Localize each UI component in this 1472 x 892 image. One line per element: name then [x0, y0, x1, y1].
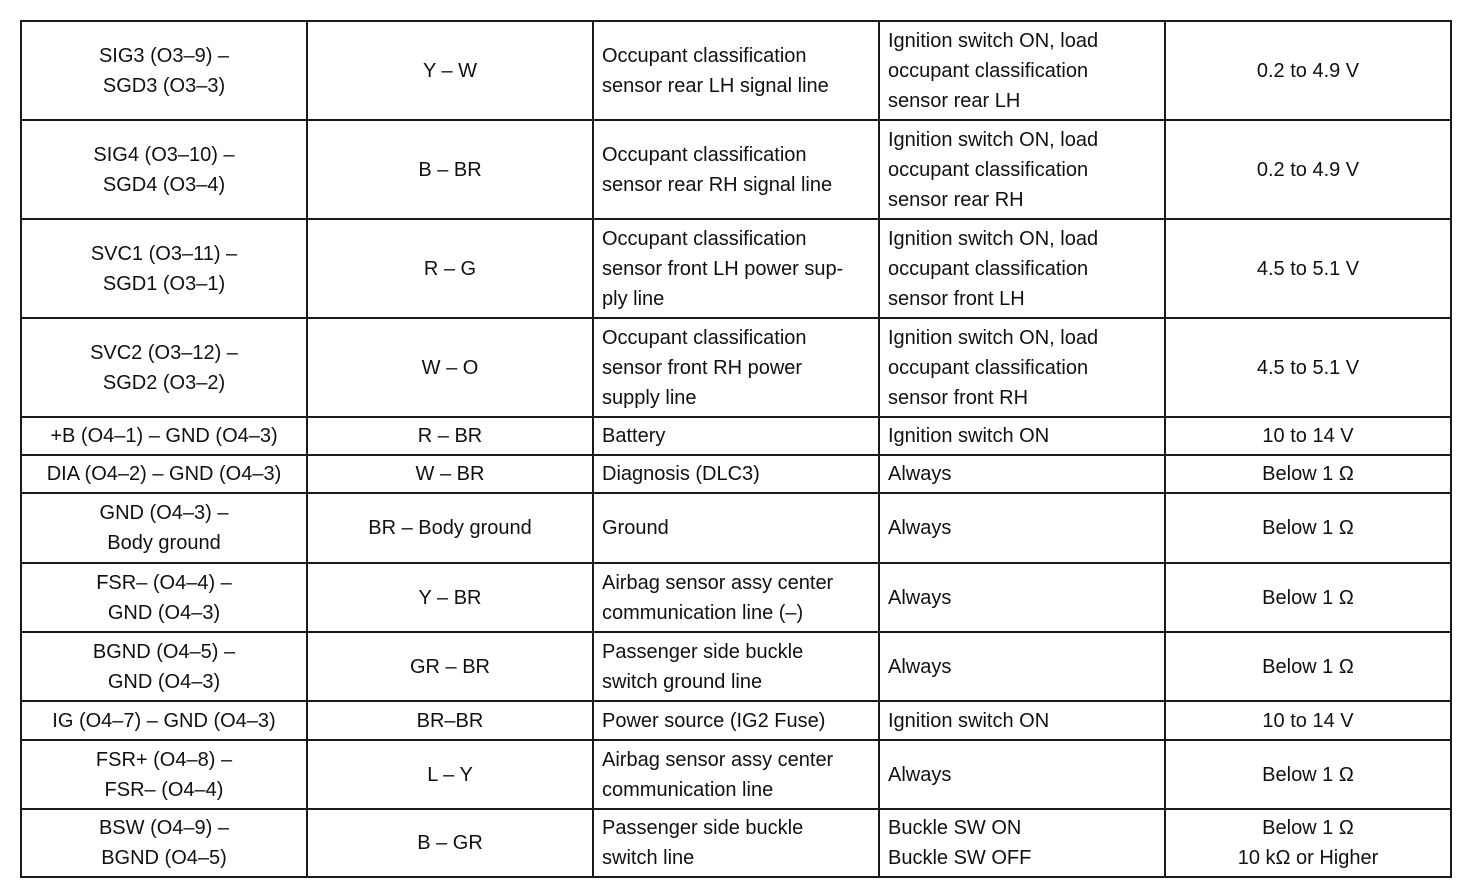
- description-cell: Passenger side buckle switch ground line: [593, 632, 879, 701]
- condition-cell: Ignition switch ON, load occupant classification sensor front LH: [879, 219, 1165, 318]
- description-cell: Occupant classification sensor front RH power supply line: [593, 318, 879, 417]
- table-row: [21, 417, 1451, 455]
- table-row: [21, 318, 1451, 417]
- terminal-cell: SIG3 (O3–9) – SGD3 (O3–3): [21, 21, 307, 120]
- spec-cell: 4.5 to 5.1 V: [1165, 318, 1451, 417]
- terminal-cell: BSW (O4–9) – BGND (O4–5): [21, 809, 307, 877]
- spec-cell: 0.2 to 4.9 V: [1165, 21, 1451, 120]
- description-cell: Diagnosis (DLC3): [593, 455, 879, 493]
- terminal-spec-table: [20, 20, 1452, 878]
- spec-cell: 0.2 to 4.9 V: [1165, 120, 1451, 219]
- terminal-cell: +B (O4–1) – GND (O4–3): [21, 417, 307, 455]
- condition-cell: Ignition switch ON: [879, 417, 1165, 455]
- wire-color-cell: R – BR: [307, 417, 593, 455]
- table-row: [21, 219, 1451, 318]
- spec-cell: Below 1 Ω: [1165, 455, 1451, 493]
- condition-cell: Ignition switch ON, load occupant classification sensor rear RH: [879, 120, 1165, 219]
- wire-color-cell: L – Y: [307, 740, 593, 809]
- terminal-cell: SVC1 (O3–11) – SGD1 (O3–1): [21, 219, 307, 318]
- wire-color-cell: GR – BR: [307, 632, 593, 701]
- spec-cell: 4.5 to 5.1 V: [1165, 219, 1451, 318]
- description-cell: Airbag sensor assy center communication line (–): [593, 563, 879, 632]
- condition-cell: Always: [879, 740, 1165, 809]
- terminal-cell: SIG4 (O3–10) – SGD4 (O3–4): [21, 120, 307, 219]
- description-cell: Battery: [593, 417, 879, 455]
- condition-cell: Always: [879, 493, 1165, 563]
- table-row: [21, 493, 1451, 563]
- condition-cell: Always: [879, 563, 1165, 632]
- terminal-cell: FSR+ (O4–8) – FSR– (O4–4): [21, 740, 307, 809]
- spec-cell: 10 to 14 V: [1165, 417, 1451, 455]
- table-row: [21, 455, 1451, 493]
- wire-color-cell: B – GR: [307, 809, 593, 877]
- condition-cell: Ignition switch ON: [879, 701, 1165, 740]
- description-cell: Power source (IG2 Fuse): [593, 701, 879, 740]
- description-cell: Airbag sensor assy center communication line: [593, 740, 879, 809]
- table-body: [21, 21, 1451, 877]
- terminal-cell: BGND (O4–5) – GND (O4–3): [21, 632, 307, 701]
- table-row: [21, 21, 1451, 120]
- spec-cell: Below 1 Ω: [1165, 632, 1451, 701]
- terminal-cell: GND (O4–3) – Body ground: [21, 493, 307, 563]
- spec-cell: Below 1 Ω: [1165, 493, 1451, 563]
- wire-color-cell: Y – BR: [307, 563, 593, 632]
- description-cell: Occupant classification sensor rear RH signal line: [593, 120, 879, 219]
- terminal-cell: IG (O4–7) – GND (O4–3): [21, 701, 307, 740]
- wire-color-cell: BR–BR: [307, 701, 593, 740]
- spec-cell: Below 1 Ω 10 kΩ or Higher: [1165, 809, 1451, 877]
- spec-cell: Below 1 Ω: [1165, 740, 1451, 809]
- wire-color-cell: Y – W: [307, 21, 593, 120]
- condition-cell: Always: [879, 632, 1165, 701]
- condition-cell: Always: [879, 455, 1165, 493]
- table-row: [21, 701, 1451, 740]
- description-cell: Occupant classification sensor front LH power sup- ply line: [593, 219, 879, 318]
- spec-cell: Below 1 Ω: [1165, 563, 1451, 632]
- terminal-cell: FSR– (O4–4) – GND (O4–3): [21, 563, 307, 632]
- condition-cell: Buckle SW ON Buckle SW OFF: [879, 809, 1165, 877]
- table-row: [21, 632, 1451, 701]
- terminal-cell: SVC2 (O3–12) – SGD2 (O3–2): [21, 318, 307, 417]
- table-row: [21, 120, 1451, 219]
- wire-color-cell: B – BR: [307, 120, 593, 219]
- table-row: [21, 740, 1451, 809]
- wire-color-cell: W – BR: [307, 455, 593, 493]
- condition-cell: Ignition switch ON, load occupant classification sensor rear LH: [879, 21, 1165, 120]
- description-cell: Passenger side buckle switch line: [593, 809, 879, 877]
- wire-color-cell: R – G: [307, 219, 593, 318]
- description-cell: Occupant classification sensor rear LH signal line: [593, 21, 879, 120]
- table-row: [21, 563, 1451, 632]
- condition-cell: Ignition switch ON, load occupant classification sensor front RH: [879, 318, 1165, 417]
- spec-cell: 10 to 14 V: [1165, 701, 1451, 740]
- description-cell: Ground: [593, 493, 879, 563]
- wire-color-cell: BR – Body ground: [307, 493, 593, 563]
- terminal-cell: DIA (O4–2) – GND (O4–3): [21, 455, 307, 493]
- wire-color-cell: W – O: [307, 318, 593, 417]
- table-row: [21, 809, 1451, 877]
